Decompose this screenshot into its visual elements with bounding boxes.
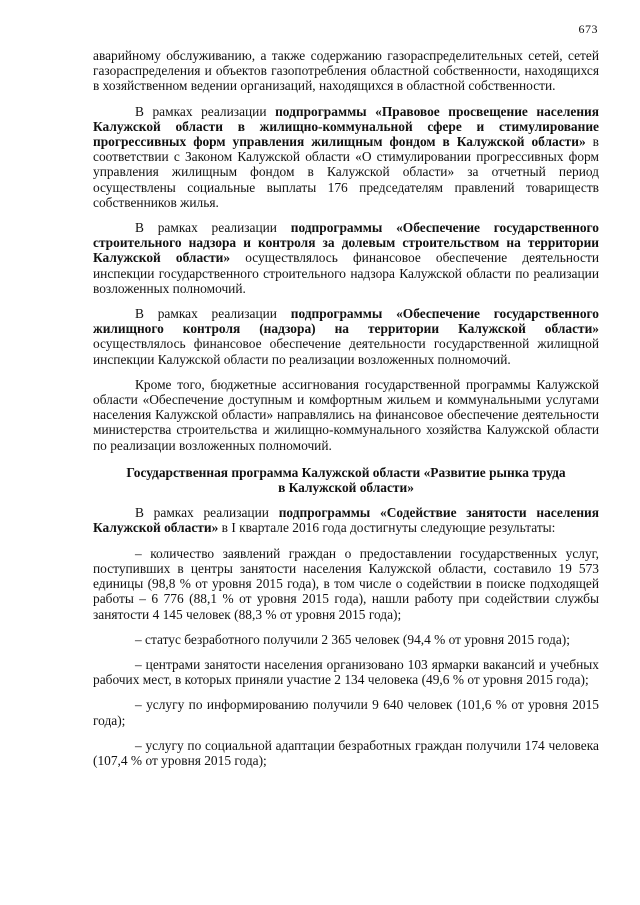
document-body — [93, 48, 599, 778]
paragraph-lead: В рамках реализации — [135, 103, 276, 119]
paragraph-lead: В рамках реализации — [135, 306, 291, 322]
result-item: – статус безработного получили 2 365 человек (94,4 % от уровня 2015 года); — [135, 631, 570, 647]
paragraph-legal-education — [93, 104, 599, 210]
subprogram-title: подпрограммы «Правовое просвещение населения Калужской области в жилищно-коммунальной сфере и стимулирование прогрессивных форм управления жилищным фондом в Калужской области» — [93, 103, 599, 150]
section-heading-line2: в Калужской области» — [278, 480, 414, 496]
result-item: – центрами занятости населения организовано 103 ярмарки вакансий и учебных рабочих мест, в которых приняли участие 2 134 человека (49,6 % от уровня 2015 года); — [93, 656, 599, 688]
paragraph-housing-control — [93, 306, 599, 367]
section-heading — [93, 465, 599, 495]
paragraph-text: в соответствии с Законом Калужской области «О стимулировании прогрессивных форм управления жилищным фондом в Калужской области» за отчетный период осуществлены социальные выплаты 176 председателям правлений товариществ собственников жилья. — [93, 134, 599, 210]
paragraph-continuation: аварийному обслуживанию, а также содержанию газораспределительных сетей, сетей газораспределения и объектов газопотребления областной собственности, находящихся в хозяйственном ведении организаций, находящихся в областной собственности. — [93, 48, 599, 94]
paragraph-employment-intro — [93, 505, 599, 535]
paragraph-text: осуществлялось финансовое обеспечение деятельности инспекции государственного строительного надзора Калужской области по реализации возложенных полномочий. — [93, 250, 599, 296]
subprogram-title: подпрограммы «Обеспечение государственного жилищного контроля (надзора) на территории Калужской области» — [93, 306, 599, 337]
page-number: 673 — [578, 22, 598, 36]
subprogram-title: подпрограммы «Содействие занятости населения Калужской области» — [93, 505, 599, 536]
result-item: – услугу по информированию получили 9 640 человек (101,6 % от уровня 2015 года); — [93, 697, 599, 728]
section-heading-line1: Государственная программа Калужской области «Развитие рынка труда — [126, 464, 566, 480]
paragraph-lead: В рамках реализации — [135, 505, 279, 521]
paragraph-budget-allocations: Кроме того, бюджетные ассигнования государственной программы Калужской области «Обеспечение доступным и комфортным жильем и коммунальными услугами населения Калужской области» направлялись на финансовое обеспечение деятельности министерства строительства и жилищно-коммунального хозяйства Калужской области по реализации возложенных полномочий. — [93, 376, 599, 453]
result-item: – услугу по социальной адаптации безработных граждан получили 174 человека (107,4 % от уровня 2015 года); — [93, 737, 599, 768]
paragraph-construction-supervision — [93, 220, 599, 296]
paragraph-text: в I квартале 2016 года достигнуты следующие результаты: — [218, 520, 556, 536]
paragraph-lead: В рамках реализации — [135, 220, 291, 236]
paragraph-text: осуществлялось финансовое обеспечение деятельности государственной жилищной инспекции Калужской области по реализации возложенных полномочий. — [93, 336, 599, 367]
subprogram-title: подпрограммы «Обеспечение государственного строительного надзора и контроля за долевым строительством на территории Калужской области» — [93, 220, 599, 266]
result-item: – количество заявлений граждан о предоставлении государственных услуг, поступивших в центры занятости населения Калужской области, составило 19 573 единицы (98,8 % от уровня 2015 года), в том числе о содействии в поиске подходящей работы – 6 776 (88,1 % от уровня 2015 года), нашли работу при содействии службы занятости 4 145 человек (88,3 % от уровня 2015 года); — [93, 545, 599, 622]
